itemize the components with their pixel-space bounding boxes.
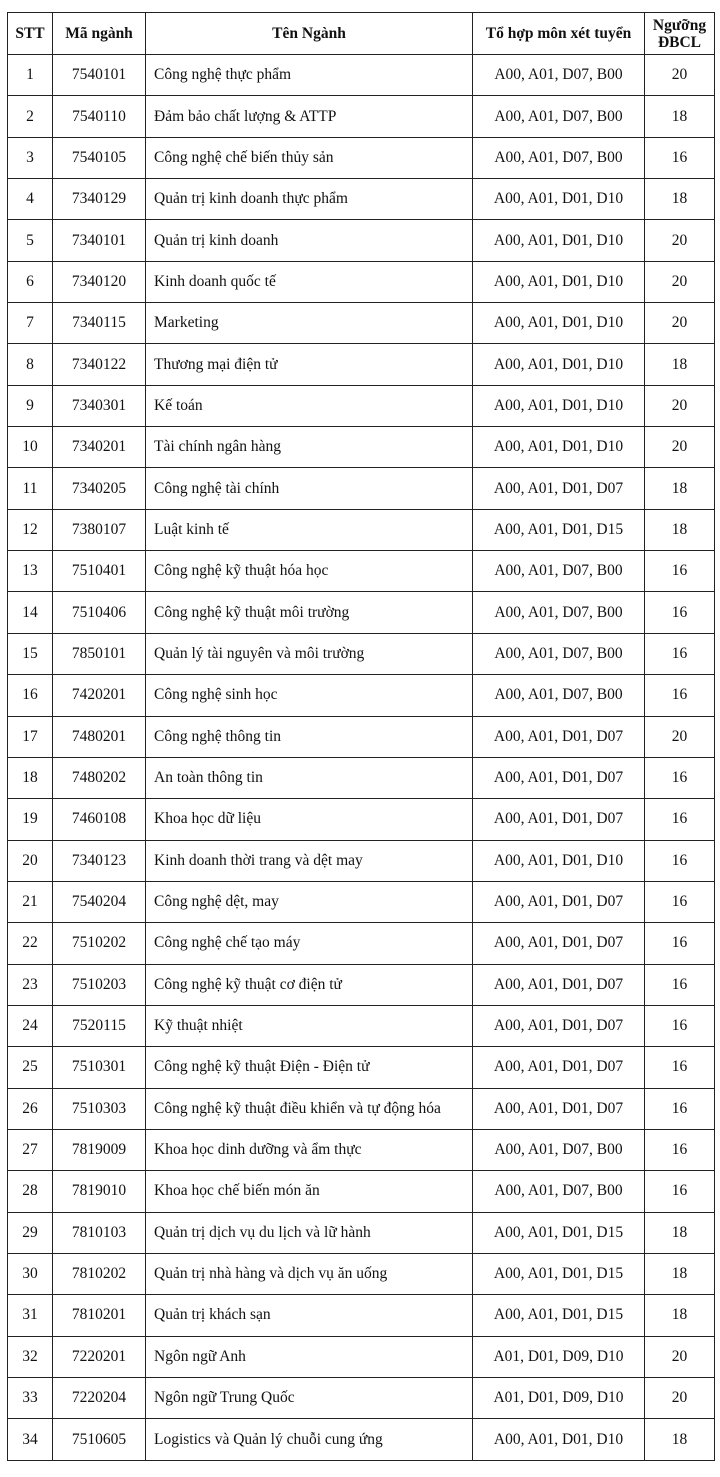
cell-major-name: Công nghệ thông tin	[146, 716, 473, 757]
cell-subject-combinations: A00, A01, D01, D07	[473, 716, 645, 757]
cell-major-name: Công nghệ tài chính	[146, 468, 473, 509]
cell-threshold: 20	[645, 303, 715, 344]
table-row	[8, 799, 715, 840]
cell-major-name: Khoa học dinh dưỡng và ẩm thực	[146, 1129, 473, 1170]
table-row	[8, 220, 715, 261]
cell-stt: 5	[8, 220, 53, 261]
cell-major-name: Công nghệ chế biến thủy sản	[146, 137, 473, 178]
header-major-name: Tên Ngành	[146, 13, 473, 55]
cell-threshold: 18	[645, 468, 715, 509]
cell-threshold: 18	[645, 509, 715, 550]
cell-subject-combinations: A00, A01, D01, D15	[473, 1253, 645, 1294]
cell-threshold: 20	[645, 716, 715, 757]
cell-major-name: Ngôn ngữ Trung Quốc	[146, 1378, 473, 1419]
cell-subject-combinations: A00, A01, D07, B00	[473, 1171, 645, 1212]
cell-major-code: 7340122	[53, 344, 146, 385]
cell-major-name: Quản trị nhà hàng và dịch vụ ăn uống	[146, 1253, 473, 1294]
cell-major-name: Kinh doanh thời trang và dệt may	[146, 840, 473, 881]
table-row	[8, 923, 715, 964]
table-row	[8, 1005, 715, 1046]
cell-major-name: Luật kinh tế	[146, 509, 473, 550]
cell-threshold: 16	[645, 137, 715, 178]
cell-subject-combinations: A00, A01, D01, D10	[473, 1419, 645, 1460]
admission-table	[7, 12, 715, 1461]
cell-major-name: Logistics và Quản lý chuỗi cung ứng	[146, 1419, 473, 1460]
cell-threshold: 16	[645, 592, 715, 633]
cell-major-name: Marketing	[146, 303, 473, 344]
cell-stt: 9	[8, 385, 53, 426]
header-threshold: Ngưỡng ĐBCL	[645, 13, 715, 55]
table-header-row	[8, 13, 715, 55]
cell-subject-combinations: A00, A01, D01, D07	[473, 1047, 645, 1088]
cell-major-name: Thương mại điện tử	[146, 344, 473, 385]
cell-subject-combinations: A00, A01, D01, D10	[473, 220, 645, 261]
cell-stt: 10	[8, 427, 53, 468]
cell-subject-combinations: A00, A01, D07, B00	[473, 55, 645, 96]
cell-major-code: 7340115	[53, 303, 146, 344]
cell-major-code: 7420201	[53, 675, 146, 716]
table-row	[8, 1212, 715, 1253]
cell-major-code: 7540105	[53, 137, 146, 178]
cell-stt: 4	[8, 179, 53, 220]
header-subject-combinations: Tổ hợp môn xét tuyển	[473, 13, 645, 55]
cell-stt: 24	[8, 1005, 53, 1046]
table-row	[8, 96, 715, 137]
cell-stt: 6	[8, 261, 53, 302]
cell-major-code: 7340201	[53, 427, 146, 468]
cell-subject-combinations: A00, A01, D07, B00	[473, 675, 645, 716]
header-major-code: Mã ngành	[53, 13, 146, 55]
cell-major-code: 7850101	[53, 633, 146, 674]
cell-subject-combinations: A00, A01, D07, B00	[473, 137, 645, 178]
cell-subject-combinations: A01, D01, D09, D10	[473, 1378, 645, 1419]
cell-major-name: Công nghệ kỹ thuật điều khiển và tự động hóa	[146, 1088, 473, 1129]
cell-major-name: Công nghệ kỹ thuật Điện - Điện tử	[146, 1047, 473, 1088]
table-row	[8, 1171, 715, 1212]
cell-threshold: 18	[645, 1212, 715, 1253]
cell-major-name: An toàn thông tin	[146, 757, 473, 798]
cell-stt: 2	[8, 96, 53, 137]
cell-threshold: 16	[645, 1171, 715, 1212]
cell-stt: 28	[8, 1171, 53, 1212]
cell-threshold: 16	[645, 1088, 715, 1129]
cell-threshold: 18	[645, 179, 715, 220]
cell-major-name: Quản lý tài nguyên và môi trường	[146, 633, 473, 674]
table-row	[8, 675, 715, 716]
cell-major-code: 7810103	[53, 1212, 146, 1253]
cell-subject-combinations: A00, A01, D07, B00	[473, 633, 645, 674]
cell-major-name: Kỹ thuật nhiệt	[146, 1005, 473, 1046]
cell-stt: 12	[8, 509, 53, 550]
cell-stt: 8	[8, 344, 53, 385]
cell-major-code: 7460108	[53, 799, 146, 840]
table-row	[8, 1336, 715, 1377]
admission-table-document	[7, 12, 714, 1461]
cell-stt: 14	[8, 592, 53, 633]
cell-major-code: 7540110	[53, 96, 146, 137]
cell-threshold: 20	[645, 261, 715, 302]
table-row	[8, 964, 715, 1005]
cell-stt: 17	[8, 716, 53, 757]
cell-major-name: Công nghệ thực phẩm	[146, 55, 473, 96]
cell-subject-combinations: A00, A01, D01, D15	[473, 1212, 645, 1253]
table-body	[8, 55, 715, 1461]
table-row	[8, 592, 715, 633]
cell-major-name: Quản trị kinh doanh thực phẩm	[146, 179, 473, 220]
cell-major-code: 7510605	[53, 1419, 146, 1460]
cell-subject-combinations: A00, A01, D01, D10	[473, 385, 645, 426]
cell-subject-combinations: A00, A01, D01, D15	[473, 509, 645, 550]
table-row	[8, 509, 715, 550]
cell-subject-combinations: A00, A01, D01, D15	[473, 1295, 645, 1336]
cell-major-code: 7380107	[53, 509, 146, 550]
table-row	[8, 633, 715, 674]
cell-subject-combinations: A00, A01, D01, D10	[473, 179, 645, 220]
cell-stt: 31	[8, 1295, 53, 1336]
cell-major-name: Công nghệ sinh học	[146, 675, 473, 716]
cell-major-code: 7540204	[53, 881, 146, 922]
cell-major-name: Khoa học chế biến món ăn	[146, 1171, 473, 1212]
table-row	[8, 1295, 715, 1336]
cell-subject-combinations: A00, A01, D07, B00	[473, 592, 645, 633]
cell-major-name: Ngôn ngữ Anh	[146, 1336, 473, 1377]
cell-stt: 7	[8, 303, 53, 344]
cell-major-code: 7510202	[53, 923, 146, 964]
cell-stt: 23	[8, 964, 53, 1005]
cell-stt: 16	[8, 675, 53, 716]
cell-major-code: 7510203	[53, 964, 146, 1005]
cell-major-code: 7340205	[53, 468, 146, 509]
table-row	[8, 881, 715, 922]
cell-threshold: 18	[645, 96, 715, 137]
cell-subject-combinations: A00, A01, D07, B00	[473, 96, 645, 137]
cell-stt: 1	[8, 55, 53, 96]
table-row	[8, 551, 715, 592]
cell-major-name: Tài chính ngân hàng	[146, 427, 473, 468]
cell-threshold: 16	[645, 799, 715, 840]
cell-major-code: 7540101	[53, 55, 146, 96]
cell-threshold: 16	[645, 964, 715, 1005]
cell-major-code: 7340120	[53, 261, 146, 302]
cell-threshold: 16	[645, 551, 715, 592]
cell-threshold: 20	[645, 1378, 715, 1419]
cell-threshold: 20	[645, 55, 715, 96]
cell-major-code: 7510301	[53, 1047, 146, 1088]
cell-threshold: 18	[645, 1295, 715, 1336]
table-row	[8, 1253, 715, 1294]
cell-stt: 22	[8, 923, 53, 964]
cell-stt: 15	[8, 633, 53, 674]
table-row	[8, 1129, 715, 1170]
cell-stt: 21	[8, 881, 53, 922]
cell-stt: 27	[8, 1129, 53, 1170]
cell-major-name: Đảm bảo chất lượng & ATTP	[146, 96, 473, 137]
cell-stt: 18	[8, 757, 53, 798]
cell-stt: 3	[8, 137, 53, 178]
cell-subject-combinations: A00, A01, D01, D10	[473, 840, 645, 881]
cell-major-name: Khoa học dữ liệu	[146, 799, 473, 840]
table-row	[8, 261, 715, 302]
table-row	[8, 840, 715, 881]
table-row	[8, 179, 715, 220]
table-row	[8, 303, 715, 344]
cell-stt: 13	[8, 551, 53, 592]
cell-major-code: 7520115	[53, 1005, 146, 1046]
cell-stt: 20	[8, 840, 53, 881]
cell-major-code: 7810201	[53, 1295, 146, 1336]
cell-threshold: 16	[645, 633, 715, 674]
cell-major-code: 7510406	[53, 592, 146, 633]
cell-major-code: 7220201	[53, 1336, 146, 1377]
cell-threshold: 16	[645, 1047, 715, 1088]
cell-stt: 32	[8, 1336, 53, 1377]
cell-major-name: Quản trị khách sạn	[146, 1295, 473, 1336]
cell-major-name: Công nghệ kỹ thuật cơ điện tử	[146, 964, 473, 1005]
cell-stt: 19	[8, 799, 53, 840]
cell-threshold: 16	[645, 757, 715, 798]
cell-threshold: 20	[645, 220, 715, 261]
cell-major-name: Công nghệ chế tạo máy	[146, 923, 473, 964]
table-row	[8, 1378, 715, 1419]
cell-stt: 25	[8, 1047, 53, 1088]
table-row	[8, 716, 715, 757]
cell-stt: 29	[8, 1212, 53, 1253]
cell-subject-combinations: A00, A01, D01, D10	[473, 303, 645, 344]
cell-stt: 30	[8, 1253, 53, 1294]
cell-threshold: 18	[645, 1419, 715, 1460]
cell-threshold: 16	[645, 1129, 715, 1170]
cell-major-code: 7340123	[53, 840, 146, 881]
cell-major-code: 7480202	[53, 757, 146, 798]
cell-subject-combinations: A00, A01, D01, D07	[473, 923, 645, 964]
table-row	[8, 55, 715, 96]
cell-major-name: Kinh doanh quốc tế	[146, 261, 473, 302]
cell-major-name: Quản trị kinh doanh	[146, 220, 473, 261]
cell-subject-combinations: A00, A01, D07, B00	[473, 1129, 645, 1170]
table-row	[8, 757, 715, 798]
cell-subject-combinations: A00, A01, D01, D07	[473, 468, 645, 509]
cell-major-code: 7510303	[53, 1088, 146, 1129]
cell-threshold: 16	[645, 881, 715, 922]
cell-major-code: 7819009	[53, 1129, 146, 1170]
table-row	[8, 1088, 715, 1129]
table-row	[8, 137, 715, 178]
cell-subject-combinations: A00, A01, D07, B00	[473, 551, 645, 592]
cell-major-name: Công nghệ kỹ thuật hóa học	[146, 551, 473, 592]
cell-subject-combinations: A00, A01, D01, D10	[473, 427, 645, 468]
cell-subject-combinations: A00, A01, D01, D07	[473, 757, 645, 798]
cell-major-code: 7480201	[53, 716, 146, 757]
cell-major-name: Quản trị dịch vụ du lịch và lữ hành	[146, 1212, 473, 1253]
cell-major-code: 7340301	[53, 385, 146, 426]
cell-major-code: 7220204	[53, 1378, 146, 1419]
cell-threshold: 18	[645, 344, 715, 385]
cell-subject-combinations: A00, A01, D01, D07	[473, 1088, 645, 1129]
cell-subject-combinations: A00, A01, D01, D07	[473, 964, 645, 1005]
cell-threshold: 20	[645, 427, 715, 468]
cell-major-name: Công nghệ dệt, may	[146, 881, 473, 922]
cell-threshold: 20	[645, 385, 715, 426]
cell-subject-combinations: A00, A01, D01, D10	[473, 261, 645, 302]
cell-stt: 33	[8, 1378, 53, 1419]
cell-threshold: 20	[645, 1336, 715, 1377]
table-row	[8, 427, 715, 468]
cell-major-code: 7819010	[53, 1171, 146, 1212]
cell-threshold: 16	[645, 840, 715, 881]
cell-major-code: 7340129	[53, 179, 146, 220]
cell-stt: 11	[8, 468, 53, 509]
cell-threshold: 18	[645, 1253, 715, 1294]
cell-subject-combinations: A00, A01, D01, D07	[473, 799, 645, 840]
cell-major-code: 7510401	[53, 551, 146, 592]
cell-subject-combinations: A00, A01, D01, D07	[473, 881, 645, 922]
header-stt: STT	[8, 13, 53, 55]
table-row	[8, 468, 715, 509]
cell-threshold: 16	[645, 923, 715, 964]
cell-major-code: 7340101	[53, 220, 146, 261]
cell-stt: 34	[8, 1419, 53, 1460]
cell-subject-combinations: A01, D01, D09, D10	[473, 1336, 645, 1377]
cell-major-name: Kế toán	[146, 385, 473, 426]
table-row	[8, 1419, 715, 1460]
table-row	[8, 385, 715, 426]
cell-threshold: 16	[645, 675, 715, 716]
cell-subject-combinations: A00, A01, D01, D07	[473, 1005, 645, 1046]
cell-major-name: Công nghệ kỹ thuật môi trường	[146, 592, 473, 633]
cell-major-code: 7810202	[53, 1253, 146, 1294]
cell-stt: 26	[8, 1088, 53, 1129]
table-row	[8, 344, 715, 385]
table-row	[8, 1047, 715, 1088]
cell-subject-combinations: A00, A01, D01, D10	[473, 344, 645, 385]
cell-threshold: 16	[645, 1005, 715, 1046]
